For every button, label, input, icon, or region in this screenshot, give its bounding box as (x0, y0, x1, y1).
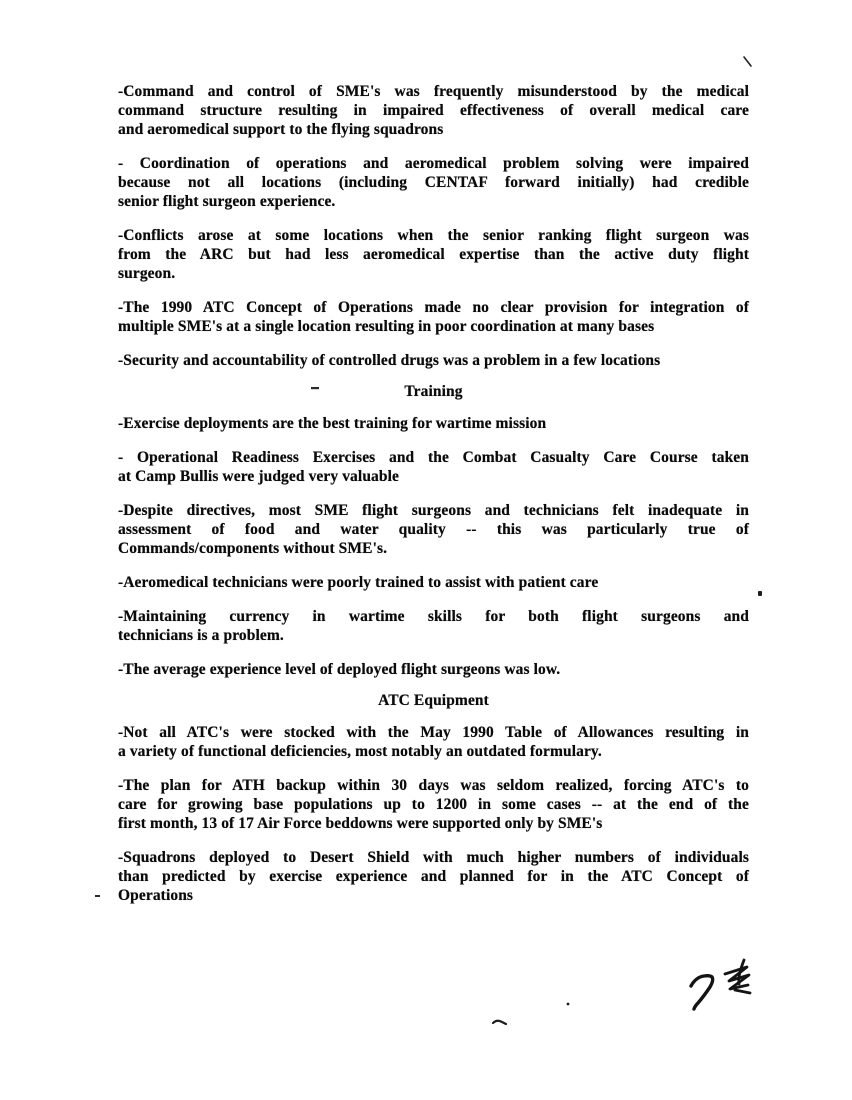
paragraph (118, 82, 749, 139)
paragraph (118, 723, 749, 761)
text-line: -Squadrons deployed to Desert Shield with much higher numbers of individuals (118, 849, 749, 866)
paragraph (118, 501, 749, 558)
paragraph (118, 776, 749, 833)
text-line: a variety of functional deficiencies, most notably an outdated formulary. (118, 743, 602, 760)
text-line: -Command and control of SME's was frequently misunderstood by the medical (118, 83, 749, 100)
text-line: multiple SME's at a single location resulting in poor coordination at many bases (118, 318, 655, 335)
paragraph (118, 660, 749, 679)
text-line: -Conflicts arose at some locations when the senior ranking flight surgeon was (118, 227, 749, 244)
paragraph (118, 226, 749, 283)
text-line: at Camp Bullis were judged very valuable (118, 468, 399, 485)
text-line: Operations (118, 887, 194, 904)
text-line: because not all locations (including CENTAF forward initially) had credible (118, 174, 749, 191)
paragraph (118, 848, 749, 905)
text-line: -Security and accountability of controlled drugs was a problem in a few locations (118, 352, 661, 369)
ink-speckle-bottom (493, 1021, 506, 1024)
text-line: - Coordination of operations and aeromedical problem solving were impaired (118, 155, 749, 172)
paragraph (118, 351, 749, 370)
text-line: than predicted by exercise experience and planned for in the ATC Concept of (118, 868, 749, 885)
text-line: surgeon. (118, 265, 176, 282)
stray-dash-left (95, 895, 100, 897)
text-line: care for growing base populations up to 1200 in some cases -- at the end of the (118, 796, 749, 813)
text-line: senior flight surgeon experience. (118, 193, 336, 210)
text-line: -The plan for ATH backup within 30 days was seldom realized, forcing ATC's to (118, 777, 749, 794)
paragraph (118, 573, 749, 592)
ink-speckle-right (758, 591, 762, 596)
text-line: first month, 13 of 17 Air Force beddowns were supported only by SME's (118, 815, 603, 832)
text-line: and aeromedical support to the flying squadrons (118, 121, 444, 138)
text-line: -Not all ATC's were stocked with the May 1990 Table of Allowances resulting in (118, 724, 749, 741)
paragraph (118, 607, 749, 645)
text-line: Commands/components without SME's. (118, 540, 388, 557)
text-line: command structure resulting in impaired effectiveness of overall medical care (118, 102, 749, 119)
text-line: -The average experience level of deployed flight surgeons was low. (118, 661, 561, 678)
text-line: from the ARC but had less aeromedical expertise than the active duty flight (118, 246, 749, 263)
paragraph (118, 414, 749, 433)
text-line: -Despite directives, most SME flight surgeons and technicians felt inadequate in (118, 502, 749, 519)
ink-dot (567, 1003, 570, 1006)
paragraph (118, 154, 749, 211)
text-line: -Exercise deployments are the best training for wartime mission (118, 415, 547, 432)
text-line: -The 1990 ATC Concept of Operations made no clear provision for integration of (118, 299, 749, 316)
text-line: technicians is a problem. (118, 627, 284, 644)
section-heading: Training (404, 383, 463, 400)
text-line: - Operational Readiness Exercises and the Combat Casualty Care Course taken (118, 449, 749, 466)
section-heading: ATC Equipment (378, 692, 489, 709)
document-text (118, 82, 749, 920)
handwritten-page-number-7 (691, 976, 713, 1009)
paragraph (118, 298, 749, 336)
text-line: -Maintaining currency in wartime skills for both flight surgeons and (118, 608, 749, 625)
text-line: assessment of food and water quality -- this was particularly true of (118, 521, 749, 538)
paragraph (118, 448, 749, 486)
handwritten-scribble (725, 960, 750, 993)
tick-mark-icon (744, 57, 751, 66)
text-line: -Aeromedical technicians were poorly trained to assist with patient care (118, 574, 599, 591)
